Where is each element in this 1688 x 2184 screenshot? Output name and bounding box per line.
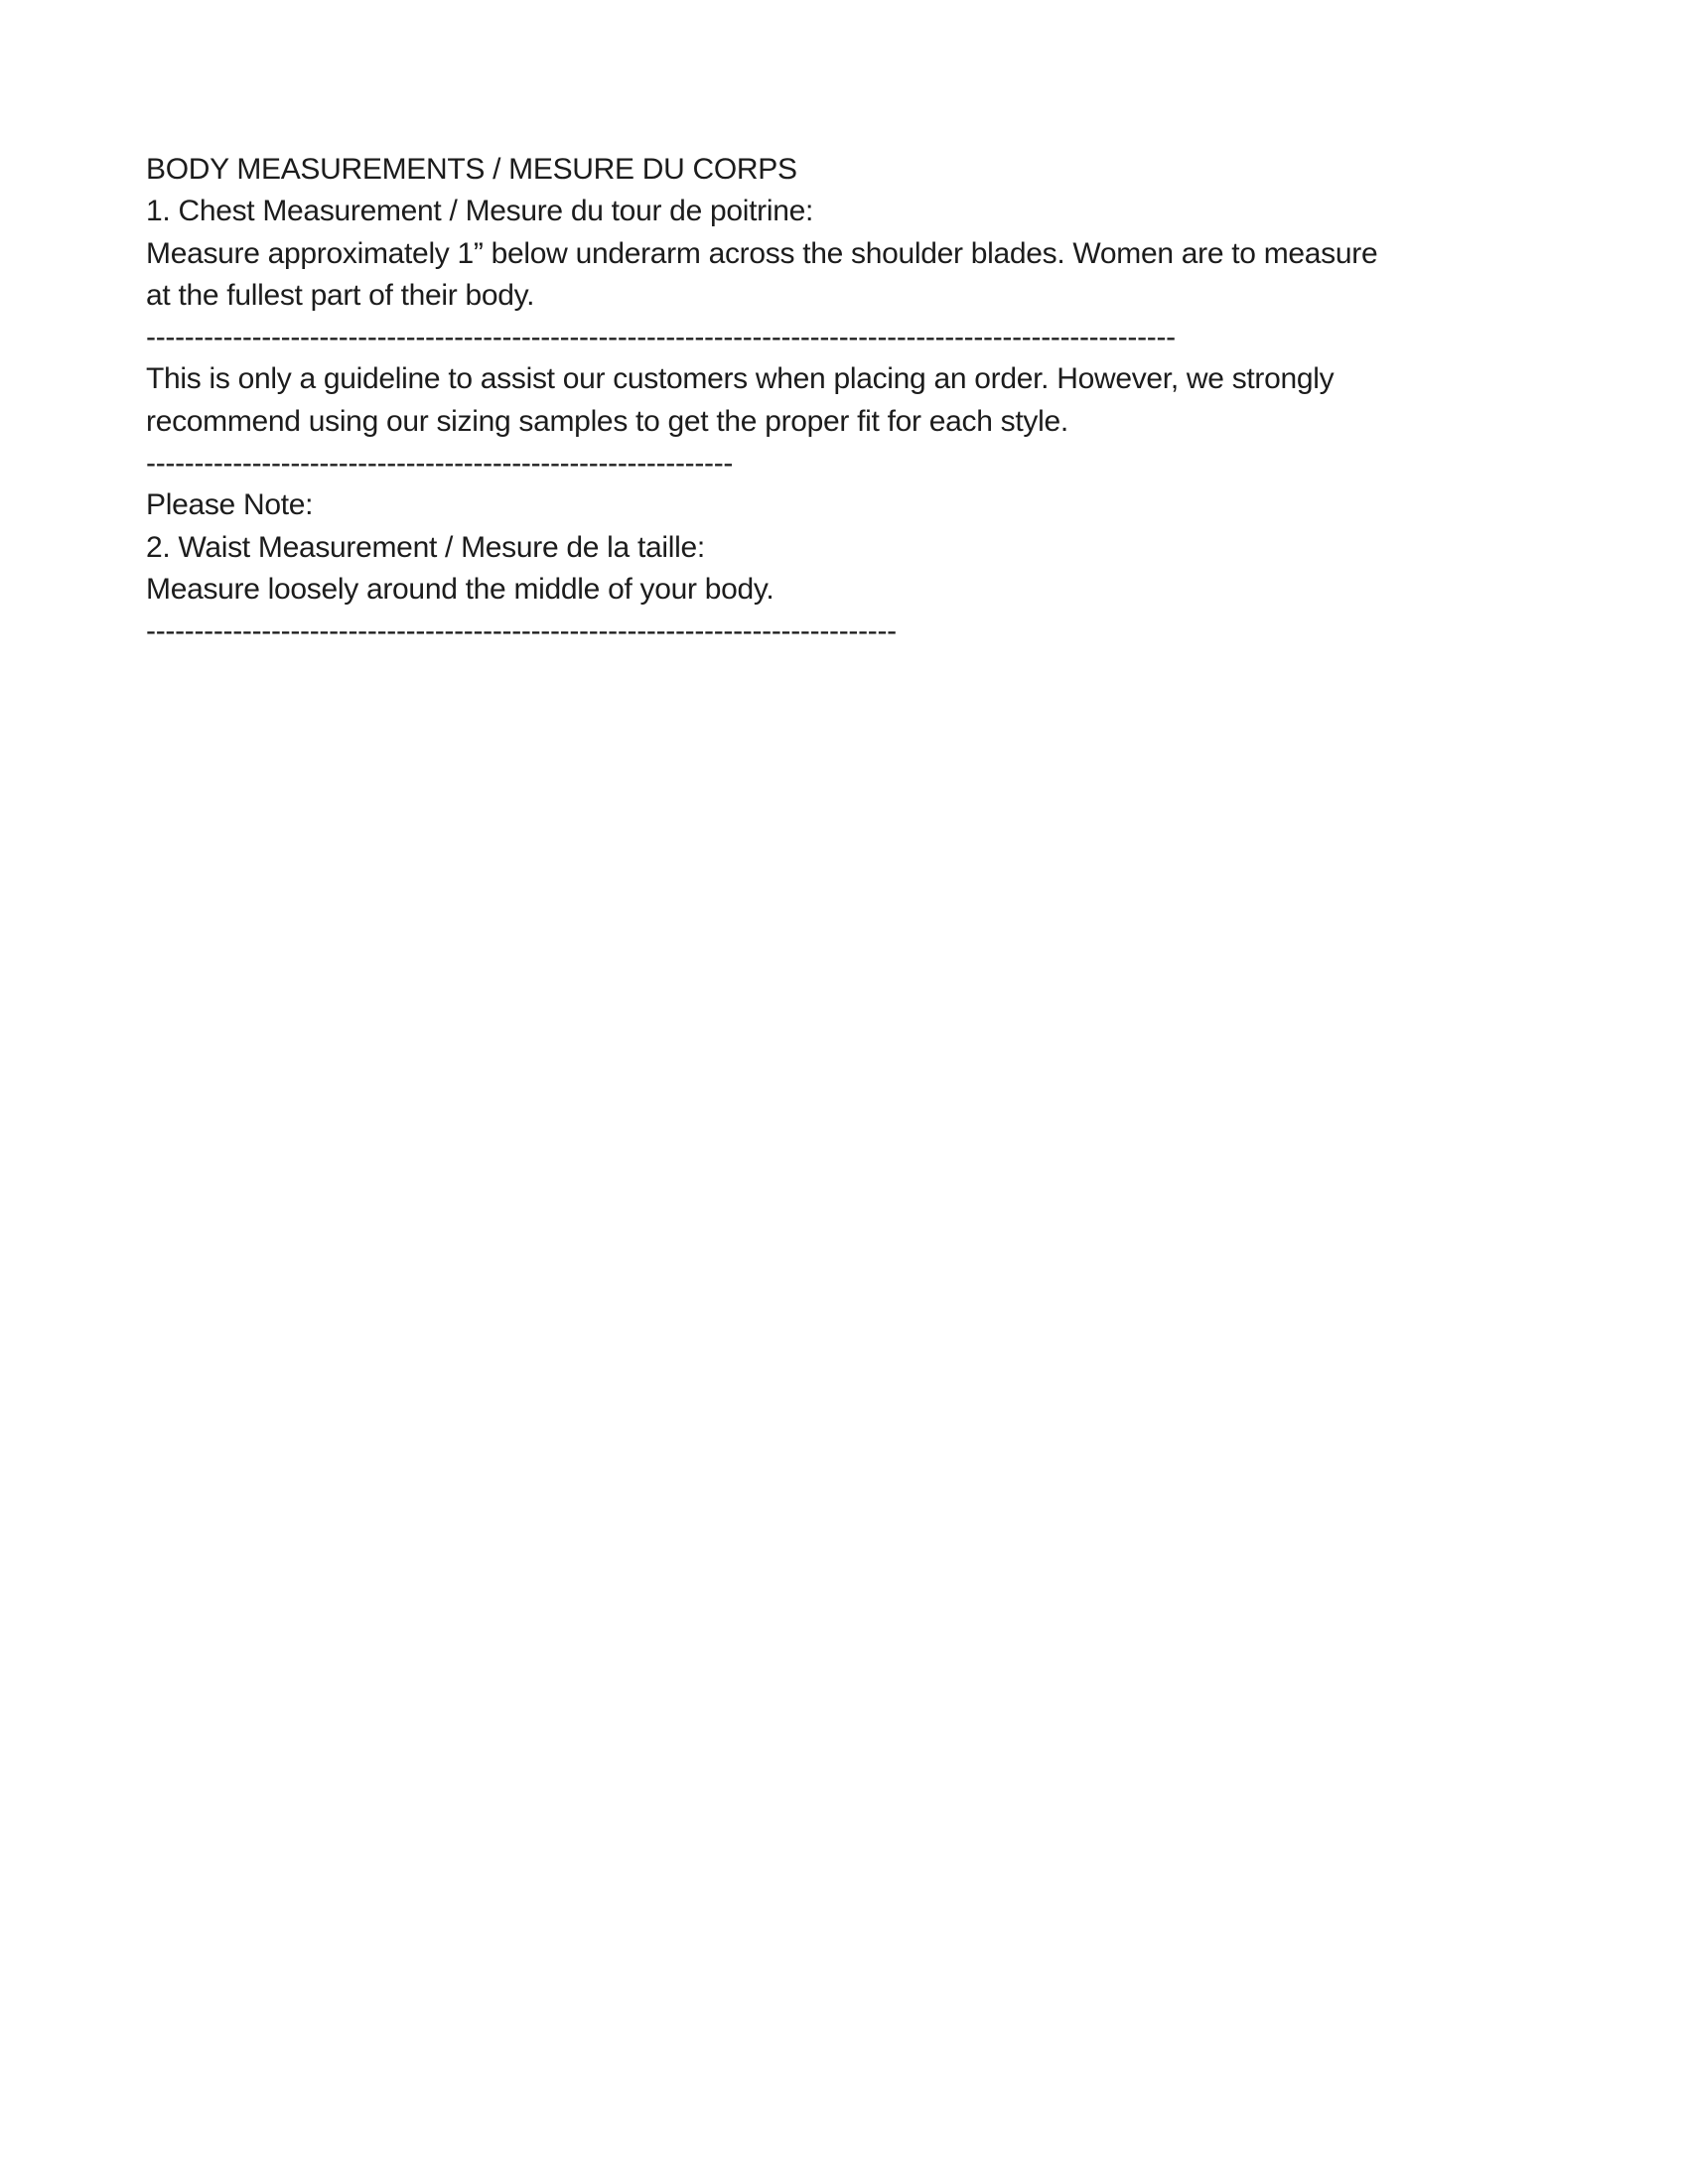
divider-line-2: ------------------------------------------------------------- bbox=[146, 447, 734, 480]
please-note-label: Please Note: bbox=[146, 488, 314, 522]
document-heading: BODY MEASUREMENTS / MESURE DU CORPS bbox=[146, 153, 797, 186]
guideline-note-line-2: recommend using our sizing samples to get the proper fit for each style. bbox=[146, 404, 1068, 438]
divider-line-1: ----------------------------------------------------------------------------------------------------------- bbox=[146, 321, 1176, 354]
chest-instruction-line-1: Measure approximately 1” below underarm across the shoulder blades. Women are to measure bbox=[146, 236, 1378, 270]
divider-line-3: ------------------------------------------------------------------------------ bbox=[146, 614, 897, 648]
waist-instruction-line: Measure loosely around the middle of your body. bbox=[146, 572, 774, 606]
waist-measurement-title: 2. Waist Measurement / Mesure de la taille: bbox=[146, 530, 705, 564]
document-content bbox=[146, 149, 1397, 653]
chest-instruction-line-2: at the fullest part of their body. bbox=[146, 278, 535, 312]
chest-measurement-title: 1. Chest Measurement / Mesure du tour de poitrine: bbox=[146, 195, 814, 228]
guideline-note-line-1: This is only a guideline to assist our customers when placing an order. However, we strongly bbox=[146, 362, 1335, 396]
